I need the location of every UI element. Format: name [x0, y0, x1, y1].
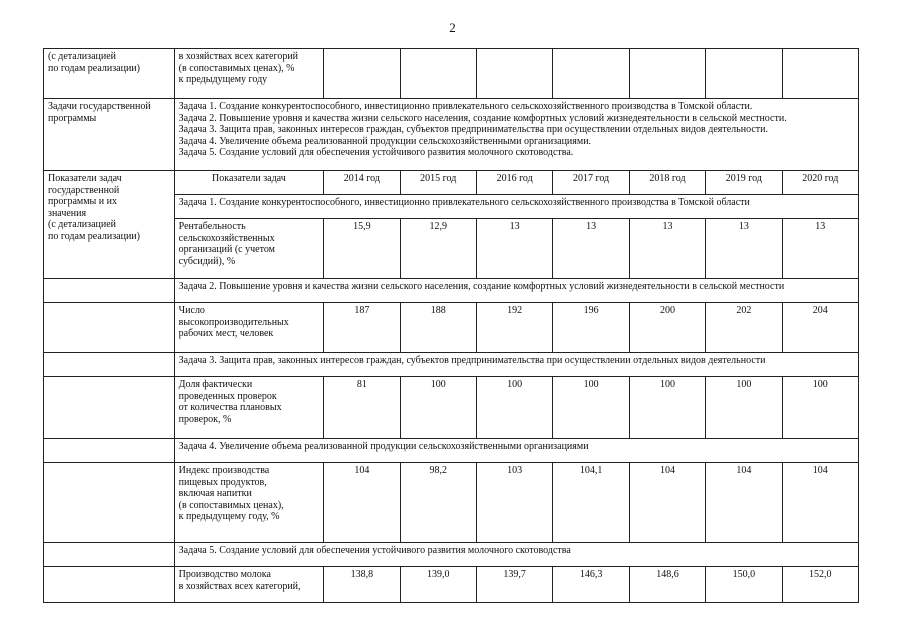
empty-left-cell [44, 439, 175, 463]
program-passport-table [43, 48, 859, 603]
year-value: 81 [324, 377, 400, 439]
task-values-row [44, 303, 859, 353]
year-value: 15,9 [324, 219, 400, 279]
task-title: Задача 3. Защита прав, законных интересов граждан, субъектов предпринимательства при осуществлении отдельных видов деятельности [174, 353, 858, 377]
year-value: 100 [553, 377, 629, 439]
empty-left-cell [44, 279, 175, 303]
year-value: 152,0 [782, 567, 858, 603]
indicators-header: Показатели задач [174, 171, 323, 195]
year-header: 2019 год [706, 171, 782, 195]
year-value: 104 [706, 463, 782, 543]
indicators-label: Показатели задач государственной программы и их значения (с детализацией по годам реализации) [44, 171, 175, 279]
year-value: 188 [400, 303, 476, 353]
year-value: 139,7 [476, 567, 552, 603]
year-value: 192 [476, 303, 552, 353]
empty-year-cell [476, 49, 552, 99]
year-value: 187 [324, 303, 400, 353]
year-header: 2015 год [400, 171, 476, 195]
year-value: 100 [400, 377, 476, 439]
empty-year-cell [400, 49, 476, 99]
indicator-name: Производство молока в хозяйствах всех категорий, [174, 567, 323, 603]
task-values-row [44, 377, 859, 439]
empty-left-cell [44, 463, 175, 543]
task-title: Задача 1. Создание конкурентоспособного, инвестиционно привлекательного сельскохозяйственного производства в Томской области [174, 195, 858, 219]
empty-year-cell [553, 49, 629, 99]
year-value: 204 [782, 303, 858, 353]
indicator-name: Рентабельность сельскохозяйственных организаций (с учетом субсидий), % [174, 219, 323, 279]
year-header: 2016 год [476, 171, 552, 195]
goals-list [174, 99, 858, 171]
task-values-row [44, 463, 859, 543]
year-value: 202 [706, 303, 782, 353]
task-title: Задача 4. Увеличение объема реализованной продукции сельскохозяйственными организациями [174, 439, 858, 463]
empty-year-cell [706, 49, 782, 99]
year-value: 100 [476, 377, 552, 439]
year-value: 13 [476, 219, 552, 279]
year-value: 100 [782, 377, 858, 439]
year-value: 139,0 [400, 567, 476, 603]
year-header: 2017 год [553, 171, 629, 195]
goal-item: Задача 4. Увеличение объема реализованной продукции сельскохозяйственными организациями. [178, 135, 592, 147]
year-value: 104,1 [553, 463, 629, 543]
year-value: 103 [476, 463, 552, 543]
empty-year-cell [782, 49, 858, 99]
empty-left-cell [44, 353, 175, 377]
year-value: 138,8 [324, 567, 400, 603]
year-value: 104 [324, 463, 400, 543]
empty-left-cell [44, 567, 175, 603]
year-value: 13 [553, 219, 629, 279]
goal-item: Задача 3. Защита прав, законных интересов граждан, субъектов предпринимательства при осуществлении отдельных видов деятельности. [178, 124, 768, 135]
year-value: 104 [782, 463, 858, 543]
goal-item: Задача 2. Повышение уровня и качества жизни сельского населения, создание комфортных условий жизнедеятельности в сельской местности. [178, 112, 787, 124]
indicator-name: Число высокопроизводительных рабочих мест, человек [174, 303, 323, 353]
goals-row [44, 99, 859, 171]
year-value: 100 [706, 377, 782, 439]
year-value: 200 [629, 303, 705, 353]
year-header: 2018 год [629, 171, 705, 195]
goal-item: Задача 1. Создание конкурентоспособного, инвестиционно привлекательного сельскохозяйственного производства в Томской области. [178, 101, 753, 112]
year-value: 148,6 [629, 567, 705, 603]
year-value: 13 [706, 219, 782, 279]
indicator-cell: в хозяйствах всех категорий (в сопоставимых ценах), % к предыдущему году [174, 49, 323, 99]
year-value: 104 [629, 463, 705, 543]
task-title-row [44, 353, 859, 377]
goals-label: Задачи государственной программы [44, 99, 175, 171]
indicator-name: Индекс производства пищевых продуктов, включая напитки (в сопоставимых ценах), к предыдущему году, % [174, 463, 323, 543]
task-title-row [44, 439, 859, 463]
indicator-name: Доля фактически проведенных проверок от количества плановых проверок, % [174, 377, 323, 439]
year-value: 13 [629, 219, 705, 279]
year-value: 150,0 [706, 567, 782, 603]
task-values-row [44, 567, 859, 603]
year-header: 2014 год [324, 171, 400, 195]
task-title-row [44, 543, 859, 567]
page-number: 2 [449, 20, 456, 35]
year-value: 196 [553, 303, 629, 353]
year-header: 2020 год [782, 171, 858, 195]
year-value: 12,9 [400, 219, 476, 279]
empty-left-cell [44, 303, 175, 353]
task-title-row [44, 279, 859, 303]
empty-year-cell [324, 49, 400, 99]
year-value: 13 [782, 219, 858, 279]
year-value: 98,2 [400, 463, 476, 543]
task-title: Задача 5. Создание условий для обеспечения устойчивого развития молочного скотоводства [174, 543, 858, 567]
empty-left-cell [44, 377, 175, 439]
empty-year-cell [629, 49, 705, 99]
continuation-row [44, 49, 859, 99]
indicators-header-row [44, 171, 859, 195]
year-value: 100 [629, 377, 705, 439]
year-value: 146,3 [553, 567, 629, 603]
detail-label: (с детализацией по годам реализации) [44, 49, 175, 99]
goal-item: Задача 5. Создание условий для обеспечения устойчивого развития молочного скотоводства. [178, 147, 574, 158]
empty-left-cell [44, 543, 175, 567]
task-title: Задача 2. Повышение уровня и качества жизни сельского населения, создание комфортных условий жизнедеятельности в сельской местности [174, 279, 858, 303]
